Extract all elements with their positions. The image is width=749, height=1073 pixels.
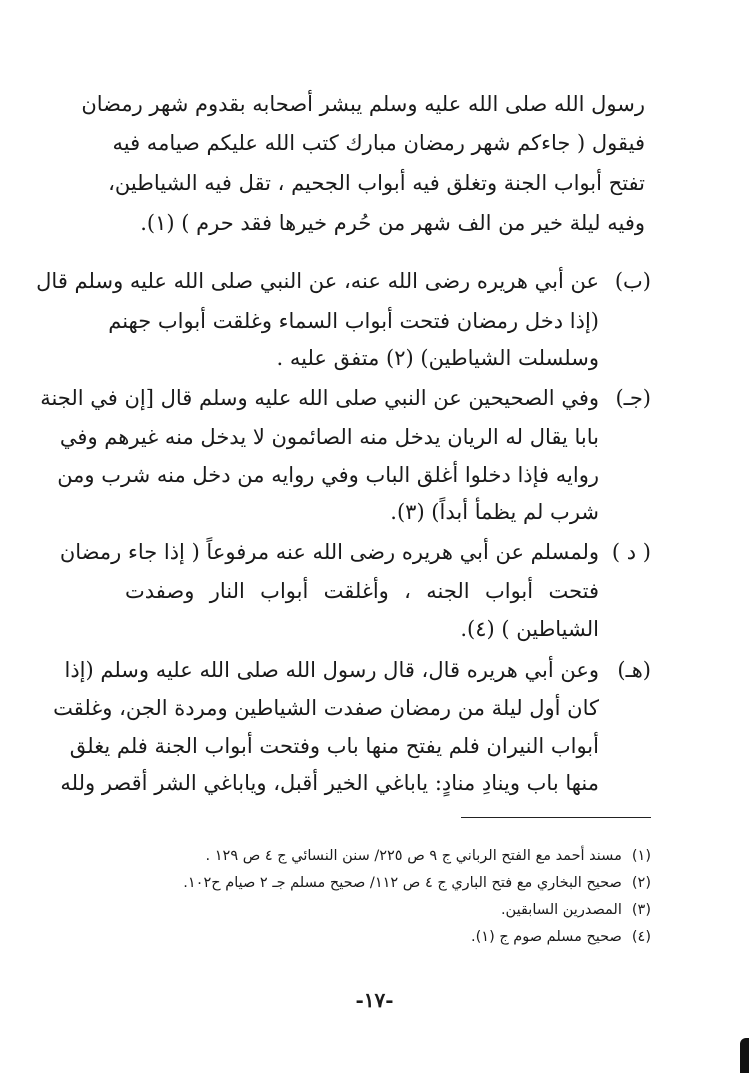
item-marker: (ب) [614,269,651,293]
body-line: عن أبي هريره رضى الله عنه، عن النبي صلى الله عليه وسلم قال [36,269,599,293]
body-line: بابا يقال له الريان يدخل منه الصائمون لا يدخل منه غيرهم وفي [59,425,599,449]
footnote-text: المصدرين السابقين. [500,902,622,918]
item-marker: ( د ) [611,540,651,564]
body-line: تفتح أبواب الجنة وتغلق فيه أبواب الجحيم ، تقل فيه الشياطين، [108,171,645,195]
body-line: وعن أبي هريره قال، قال رسول الله صلى الله عليه وسلم (إذا [64,658,599,682]
body-line: (إذا دخل رمضان فتحت أبواب السماء وغلقت أبواب جهنم [108,309,599,333]
body-line: وسلسلت الشياطين) (٢) متفق عليه . [276,346,599,370]
body-line: منها باب وينادِ منادٍ: ياباغي الخير أقبل، وياباغي الشر أقصر ولله [60,771,599,795]
footnote-text: مسند أحمد مع الفتح الرباني ج ٩ ص ٢٢٥/ سنن النسائي ج ٤ ص ١٢٩ . [205,848,622,864]
body-line: شرب لم يظمأ أبداً) (٣). [390,500,599,524]
footnote-separator [461,817,651,818]
footnote [501,899,651,921]
body-line: وفي الصحيحين عن النبي صلى الله عليه وسلم قال [إن في الجنة [40,386,599,410]
body-line: كان أول ليلة من رمضان صفدت الشياطين ومردة الجن، وغلقت [53,696,599,720]
footnote-number: (٣) [631,902,651,918]
item-marker: (جـ) [615,386,651,410]
body-line: فيقول ( جاءكم شهر رمضان مبارك كتب الله عليكم صيامه فيه [112,131,645,155]
footnote [206,845,651,867]
footnote-text: صحيح مسلم صوم ج (١). [470,929,622,945]
body-line: وفيه ليلة خير من الف شهر من حُرم خيرها فقد حرم ) (١). [140,211,645,235]
footnote-number: (١) [631,848,651,864]
scan-edge-mark [740,1038,749,1073]
body-line: رسول الله صلى الله عليه وسلم يبشر أصحابه بقدوم شهر رمضان [81,92,645,116]
footnote-text: صحيح البخاري مع فتح الباري ج ٤ ص ١١٢/ صحيح مسلم جـ ٢ صيام ح١٠٢. [183,875,622,891]
body-line: أبواب النيران فلم يفتح منها باب وفتحت أبواب الجنة فلم يغلق [69,734,599,758]
page-number: -١٧- [355,988,394,1012]
footnote [471,926,651,948]
body-line: ولمسلم عن أبي هريره رضى الله عنه مرفوعاً ( إذا جاء رمضان [59,540,599,564]
body-line: روايه فإذا دخلوا أغلق الباب وفي روايه من دخل منه شرب ومن [57,463,599,487]
body-line: فتحت أبواب الجنه ، وأغلقت أبواب النار وصفدت [125,579,599,603]
body-line: الشياطين ) (٤). [460,617,599,641]
item-marker: (هـ) [617,658,651,682]
footnote [183,872,651,894]
footnote-number: (٤) [631,929,651,945]
footnote-number: (٢) [631,875,651,891]
